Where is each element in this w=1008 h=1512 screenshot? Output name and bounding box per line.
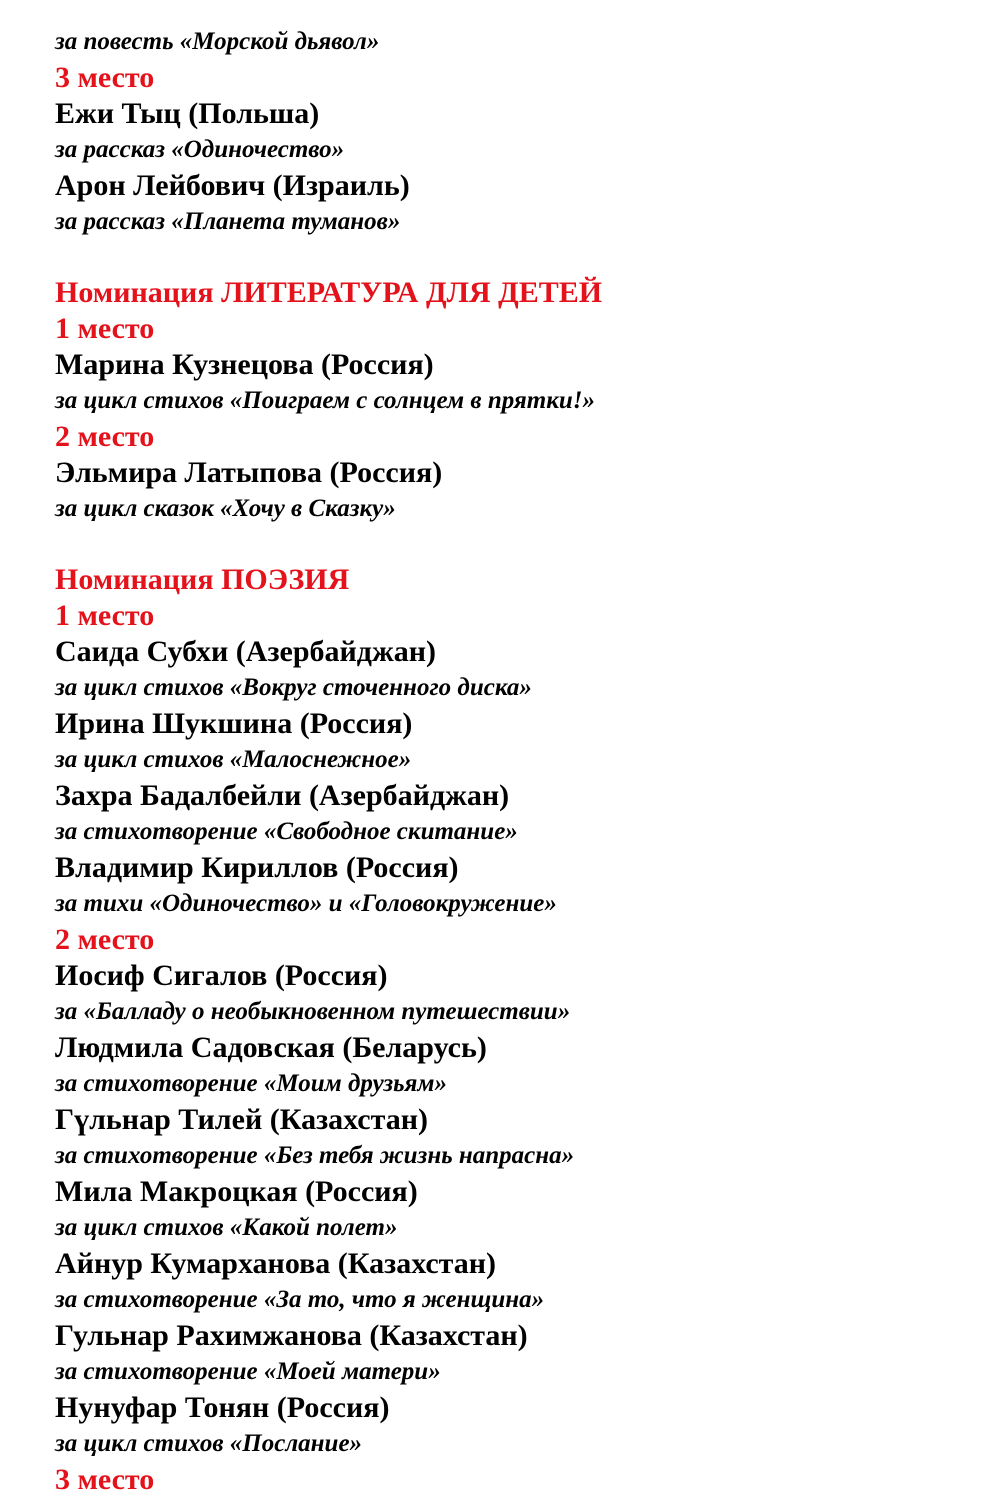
laureate-name: Иосиф Сигалов (Россия) xyxy=(55,959,388,992)
laureate-name: Ежи Тыц (Польша) xyxy=(55,97,320,130)
laureate-name: Арон Лейбович (Израиль) xyxy=(55,169,410,202)
work-title-line: за стихотворение «Свободное скитание» xyxy=(55,818,518,845)
work-title-line: за стихотворение «Без тебя жизнь напрасна» xyxy=(55,1142,575,1169)
laureate-name: Эльмира Латыпова (Россия) xyxy=(55,456,443,489)
work-title-line: за тихи «Одиночество» и «Головокружение» xyxy=(55,890,557,917)
work-title-line: за стихотворение «Моей матери» xyxy=(55,1358,441,1385)
work-title-line: за рассказ «Планета туманов» xyxy=(55,208,401,235)
laureate-name: Айнур Кумарханова (Казахстан) xyxy=(55,1247,497,1280)
work-title-line: за цикл стихов «Послание» xyxy=(55,1430,363,1457)
place-heading: 3 место xyxy=(55,61,155,94)
laureate-name: Мила Макроцкая (Россия) xyxy=(55,1175,418,1208)
work-title-line: за стихотворение «За то, что я женщина» xyxy=(55,1286,545,1313)
laureate-name: Захра Бадалбейли (Азербайджан) xyxy=(55,779,510,812)
work-title-line: за цикл стихов «Вокруг сточенного диска» xyxy=(55,674,532,701)
work-title-line: за цикл стихов «Какой полет» xyxy=(55,1214,398,1241)
work-title-line: за цикл сказок «Хочу в Сказку» xyxy=(55,495,396,522)
nomination-heading: Номинация ЛИТЕРАТУРА ДЛЯ ДЕТЕЙ xyxy=(55,276,603,309)
laureate-name: Нунуфар Тонян (Россия) xyxy=(55,1391,390,1424)
work-title-line: за цикл стихов «Поиграем с солнцем в прятки!» xyxy=(55,387,596,414)
place-heading: 2 место xyxy=(55,923,155,956)
work-title-line: за рассказ «Одиночество» xyxy=(55,136,345,163)
laureate-name: Гульнар Рахимжанова (Казахстан) xyxy=(55,1319,528,1352)
place-heading: 3 место xyxy=(55,1463,155,1496)
work-title-line: за «Балладу о необыкновенном путешествии» xyxy=(55,998,571,1025)
place-heading: 1 место xyxy=(55,312,155,345)
award-results-document xyxy=(55,24,995,1498)
laureate-name: Марина Кузнецова (Россия) xyxy=(55,348,434,381)
place-heading: 1 место xyxy=(55,599,155,632)
section-spacer xyxy=(55,240,995,274)
work-title-line: за повесть «Морской дьявол» xyxy=(55,28,380,55)
work-title-line: за стихотворение «Моим друзьям» xyxy=(55,1070,448,1097)
section-spacer xyxy=(55,527,995,561)
laureate-name: Ирина Шукшина (Россия) xyxy=(55,707,413,740)
nomination-heading: Номинация ПОЭЗИЯ xyxy=(55,563,350,596)
laureate-name: Саида Субхи (Азербайджан) xyxy=(55,635,436,668)
work-title-line: за цикл стихов «Малоснежное» xyxy=(55,746,412,773)
laureate-name: Владимир Кириллов (Россия) xyxy=(55,851,459,884)
laureate-name: Гүльнар Тилей (Казахстан) xyxy=(55,1103,428,1136)
place-heading: 2 место xyxy=(55,420,155,453)
laureate-name: Людмила Садовская (Беларусь) xyxy=(55,1031,487,1064)
